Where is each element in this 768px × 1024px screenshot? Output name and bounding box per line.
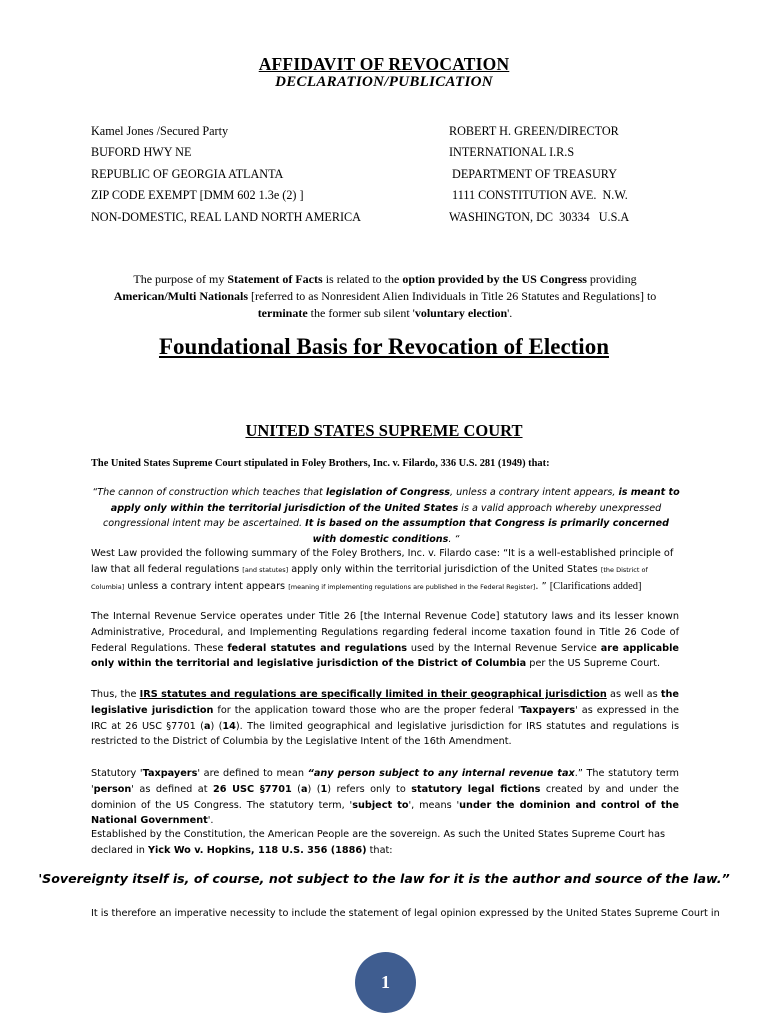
recipient-address-line: DEPARTMENT OF TREASURY — [449, 166, 618, 181]
paragraph-text: ) ( — [210, 720, 223, 732]
paragraph-text: per the US Supreme Court. — [526, 658, 661, 670]
paragraph-text: ', means ' — [408, 799, 460, 811]
paragraph-text: used by the Internal Revenue Service — [406, 642, 601, 654]
paragraph-bold: 14 — [222, 720, 236, 732]
paragraph-bold: under the dominion and control of the National Government — [91, 799, 679, 827]
paragraph-text: for the application toward those who are the proper federal ' — [213, 704, 521, 716]
recipient-address-line: WASHINGTON, DC 30334 U.S.A — [449, 209, 630, 224]
paragraph-bold: subject to — [352, 799, 409, 811]
sender-address-line: Kamel Jones /Secured Party — [91, 124, 229, 138]
foundational-heading: Foundational Basis for Revocation of Election — [158, 334, 609, 359]
sender-address-line: ZIP CODE EXEMPT [DMM 602 1.3e (2) ] — [91, 188, 304, 203]
paragraph-text: .” The statutory term ' — [91, 768, 679, 795]
paragraph-bold: are applicable only within the territorial and legislative jurisdiction of the District of Columbia — [91, 642, 679, 670]
paragraph-text: as well as — [606, 689, 661, 700]
paragraph-bold: the legislative jurisdiction — [91, 689, 679, 716]
paragraph-bold: Yick Wo v. Hopkins, 118 U.S. 356 (1886) — [147, 844, 367, 856]
paragraph-bold: person — [93, 783, 132, 795]
paragraph-text: ) ( — [307, 783, 321, 795]
recipient-address-line: 1111 CONSTITUTION AVE. N.W. — [449, 188, 628, 203]
paragraph-text: apply only within the territorial jurisdiction of the United States — [288, 563, 601, 575]
paragraph-text: that: — [366, 844, 393, 856]
taxpayer-definition-paragraph — [91, 766, 679, 829]
clarification-note: [Clarifications added] — [549, 580, 642, 592]
paragraph-bold: Taxpayers — [142, 768, 198, 779]
paragraph-bold: statutory legal fictions — [411, 783, 541, 795]
purpose-text: is related to the — [322, 272, 403, 286]
recipient-address-block — [449, 121, 629, 228]
westlaw-paragraph — [91, 546, 679, 595]
sender-address-line: REPUBLIC OF GEORGIA ATLANTA — [91, 166, 284, 181]
page-number-badge: 1 — [355, 952, 416, 1013]
paragraph-text: '. — [207, 815, 214, 827]
quote-bold: is meant to apply only within the territorial jurisdiction of the United States — [110, 487, 680, 514]
recipient-address-line: INTERNATIONAL I.R.S — [449, 145, 575, 160]
paragraph-bold-italic: “any person subject to any internal revenue tax — [307, 768, 575, 779]
quote-text: “The cannon of construction which teaches that — [92, 487, 326, 498]
purpose-bold: American/Multi Nationals — [113, 289, 249, 303]
foley-quote — [92, 485, 680, 547]
quote-bold: legislation of Congress — [325, 487, 450, 498]
paragraph-bold: Taxpayers — [520, 704, 576, 716]
paragraph-bold: 26 USC §7701 — [212, 783, 292, 795]
bracket-note: [and statutes] — [242, 565, 289, 574]
paragraph-text: ). The limited geographical and legislative jurisdiction for IRS statutes and regulations is restricted to the District of Columbia by the Legislative Intent of the 16th Amendment. — [91, 720, 679, 748]
quote-text: is a valid approach whereby unexpressed congressional intent may be ascertained. — [103, 502, 662, 530]
irs-operation-paragraph — [91, 609, 679, 672]
paragraph-text: West Law provided the following summary of the Foley Brothers, Inc. v. Filardo case: “It is a well-established principle of law that all federal regulations — [91, 548, 674, 575]
purpose-statement — [85, 271, 685, 322]
quote-bold: It is based on the assumption that Congress is primarily concerned with domestic conditions — [305, 518, 669, 545]
purpose-text: providing — [586, 272, 637, 286]
paragraph-bold: a — [203, 720, 211, 732]
sender-address-block — [91, 121, 361, 228]
purpose-text: [referred to as Nonresident Alien Individuals in Title 26 Statutes and Regulations] to — [248, 289, 657, 303]
paragraph-text: . ” — [535, 580, 550, 592]
paragraph-text: ' are defined to mean — [197, 768, 308, 779]
purpose-bold: voluntary election — [414, 306, 508, 320]
paragraph-text: ' as expressed in the IRC at 26 USC §7701 ( — [91, 704, 679, 732]
quote-text: , unless a contrary intent appears, — [450, 487, 619, 498]
paragraph-bold: federal statutes and regulations — [227, 642, 407, 654]
bracket-note: [the District of Columbia] — [91, 565, 648, 591]
purpose-bold: terminate — [257, 306, 308, 320]
paragraph-text: Established by the Constitution, the American People are the sovereign. As such the United States Supreme Court has declared in — [91, 829, 666, 856]
paragraph-text: created by and under the dominion of the US Congress. The statutory term, ' — [91, 783, 679, 811]
purpose-text: '. — [507, 306, 513, 320]
paragraph-text: unless a contrary intent appears — [124, 580, 289, 592]
sovereign-paragraph — [91, 827, 679, 859]
recipient-address-line: ROBERT H. GREEN/DIRECTOR — [449, 124, 619, 138]
paragraph-text: ) refers only to — [327, 783, 412, 795]
purpose-bold: option provided by the US Congress — [402, 272, 587, 286]
jurisdiction-paragraph — [91, 687, 679, 750]
paragraph-text: The Internal Revenue Service operates under Title 26 [the Internal Revenue Code] statutory laws and its lesser known Administrative, Procedural, and Implementing Regulations regarding federal income taxation found in Title 26 Code of Federal Regulations. These — [91, 611, 679, 654]
paragraph-bold: 1 — [320, 783, 328, 795]
paragraph-text: Thus, the — [91, 689, 140, 700]
sovereignty-quote: 'Sovereignty itself is, of course, not subject to the law for it is the author and source of the law.” — [38, 871, 730, 886]
purpose-text: The purpose of my — [133, 272, 228, 286]
purpose-text: the former sub silent ' — [307, 306, 415, 320]
closing-paragraph: It is therefore an imperative necessity to include the statement of legal opinion expressed by the United States Supreme Court in — [91, 908, 720, 919]
document-title: AFFIDAVIT OF REVOCATION — [258, 54, 510, 74]
paragraph-text: ' as defined at — [131, 783, 213, 795]
paragraph-underlined: IRS statutes and regulations are specifically limited in their geographical jurisdiction — [139, 689, 607, 700]
sender-address-line: BUFORD HWY NE — [91, 145, 192, 160]
paragraph-text: ( — [291, 783, 301, 795]
foley-intro: The United States Supreme Court stipulated in Foley Brothers, Inc. v. Filardo, 336 U.S. 281 (1949) that: — [91, 458, 550, 469]
purpose-bold: Statement of Facts — [227, 272, 323, 286]
document-subtitle: DECLARATION/PUBLICATION — [275, 74, 493, 90]
bracket-note: [meaning if implementing regulations are published in the Federal Register] — [288, 582, 536, 591]
paragraph-text: Statutory ' — [91, 768, 143, 779]
quote-text: . “ — [448, 533, 460, 545]
paragraph-bold: a — [300, 783, 308, 795]
sender-address-line: NON-DOMESTIC, REAL LAND NORTH AMERICA — [91, 209, 361, 224]
supreme-court-heading: UNITED STATES SUPREME COURT — [245, 421, 523, 440]
